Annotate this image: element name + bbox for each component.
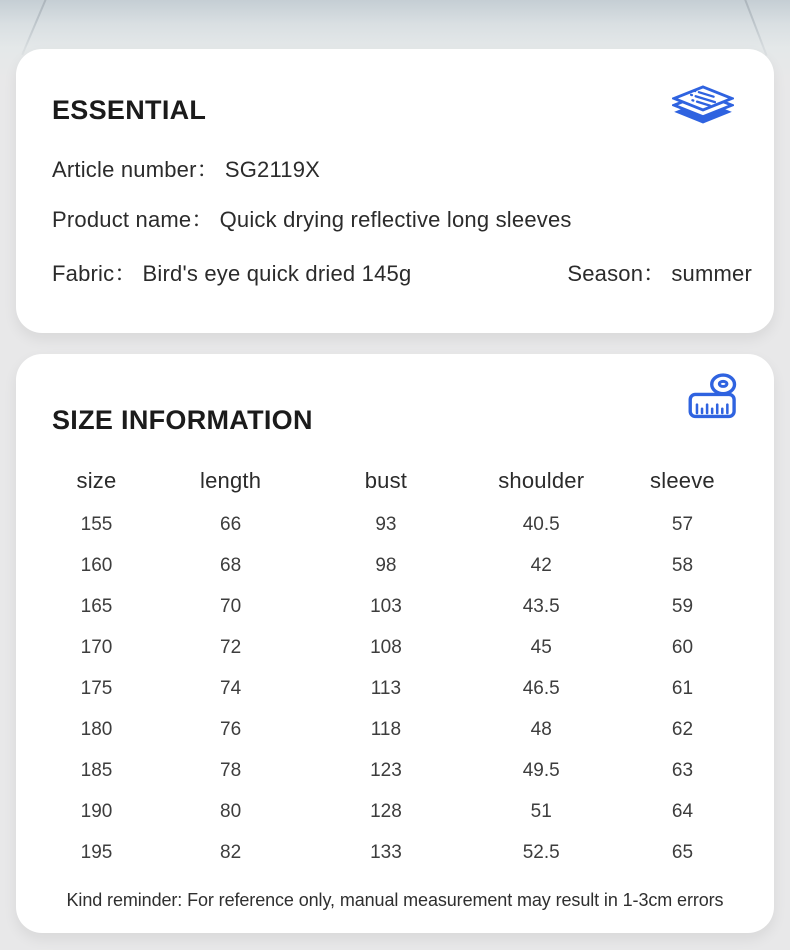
- size-cell: 52.5: [522, 841, 560, 863]
- size-cell: 160: [80, 554, 113, 576]
- column-header: sleeve: [650, 468, 715, 493]
- size-cell: 45: [530, 636, 552, 658]
- size-table: [40, 458, 746, 873]
- season-label: Season：: [567, 261, 666, 286]
- size-cell: 195: [80, 841, 113, 863]
- essential-title: ESSENTIAL: [52, 95, 207, 125]
- size-cell: 60: [671, 636, 694, 658]
- table-row: [40, 832, 746, 873]
- size-cell: 185: [80, 759, 113, 781]
- size-cell: 57: [671, 513, 694, 535]
- size-cell: 49.5: [522, 759, 560, 781]
- size-cell: 98: [375, 554, 397, 576]
- measuring-tape-icon: [686, 370, 740, 424]
- product-name-value: Quick drying reflective long sleeves: [219, 207, 572, 232]
- table-row: [40, 668, 746, 709]
- essential-card: [16, 49, 774, 333]
- layers-icon: [672, 85, 734, 135]
- size-cell: 68: [220, 554, 242, 576]
- size-cell: 76: [220, 718, 242, 740]
- size-cell: 175: [80, 677, 113, 699]
- column-header: size: [76, 468, 117, 493]
- size-cell: 113: [370, 677, 402, 699]
- table-row: [40, 586, 746, 627]
- size-cell: 43.5: [522, 595, 560, 617]
- size-cell: 70: [220, 595, 242, 617]
- column-header: bust: [364, 468, 408, 493]
- article-number-value: SG2119X: [224, 157, 321, 182]
- size-cell: 165: [80, 595, 113, 617]
- size-cell: 78: [220, 759, 242, 781]
- size-cell: 46.5: [522, 677, 560, 699]
- size-cell: 103: [370, 595, 402, 617]
- table-row: [40, 791, 746, 832]
- size-cell: 180: [80, 718, 113, 740]
- size-cell: 58: [671, 554, 694, 576]
- size-information-card: [16, 354, 774, 933]
- article-number-row: [52, 155, 752, 185]
- size-cell: 42: [530, 554, 552, 576]
- table-row: [40, 709, 746, 750]
- size-cell: 170: [80, 636, 113, 658]
- size-information-title: SIZE INFORMATION: [52, 405, 313, 435]
- size-cell: 190: [80, 800, 113, 822]
- size-cell: 133: [370, 841, 402, 863]
- size-cell: 72: [220, 636, 242, 658]
- table-row: [40, 504, 746, 545]
- season-value: summer: [671, 261, 752, 286]
- column-header: shoulder: [498, 468, 585, 493]
- fabric-season-row: [52, 259, 752, 289]
- table-row: [40, 545, 746, 586]
- product-name-label: Product name：: [52, 207, 214, 232]
- table-row: [40, 750, 746, 791]
- size-cell: 82: [220, 841, 242, 863]
- table-row: [40, 627, 746, 668]
- size-cell: 118: [370, 718, 402, 740]
- season-group: [567, 259, 752, 289]
- article-number-label: Article number：: [52, 157, 219, 182]
- size-cell: 66: [220, 513, 242, 535]
- size-cell: 123: [370, 759, 402, 781]
- size-cell: 93: [375, 513, 397, 535]
- fabric-value: Bird's eye quick dried 145g: [142, 261, 412, 286]
- size-cell: 64: [671, 800, 694, 822]
- size-cell: 59: [671, 595, 694, 617]
- product-name-row: [52, 205, 752, 235]
- kind-reminder-text: Kind reminder: For reference only, manual measurement may result in 1-3cm errors: [66, 890, 724, 910]
- size-cell: 61: [671, 677, 694, 699]
- column-header: length: [200, 468, 262, 493]
- size-table-head-row: [40, 458, 746, 504]
- size-table-body: [40, 504, 746, 873]
- size-cell: 155: [80, 513, 113, 535]
- size-cell: 108: [370, 636, 402, 658]
- size-cell: 40.5: [522, 513, 560, 535]
- size-cell: 65: [671, 841, 694, 863]
- fabric-label: Fabric：: [52, 261, 137, 286]
- size-cell: 48: [530, 718, 552, 740]
- size-cell: 128: [370, 800, 402, 822]
- size-cell: 62: [671, 718, 694, 740]
- size-cell: 80: [220, 800, 242, 822]
- size-cell: 74: [220, 677, 242, 699]
- size-cell: 51: [530, 800, 552, 822]
- size-cell: 63: [671, 759, 694, 781]
